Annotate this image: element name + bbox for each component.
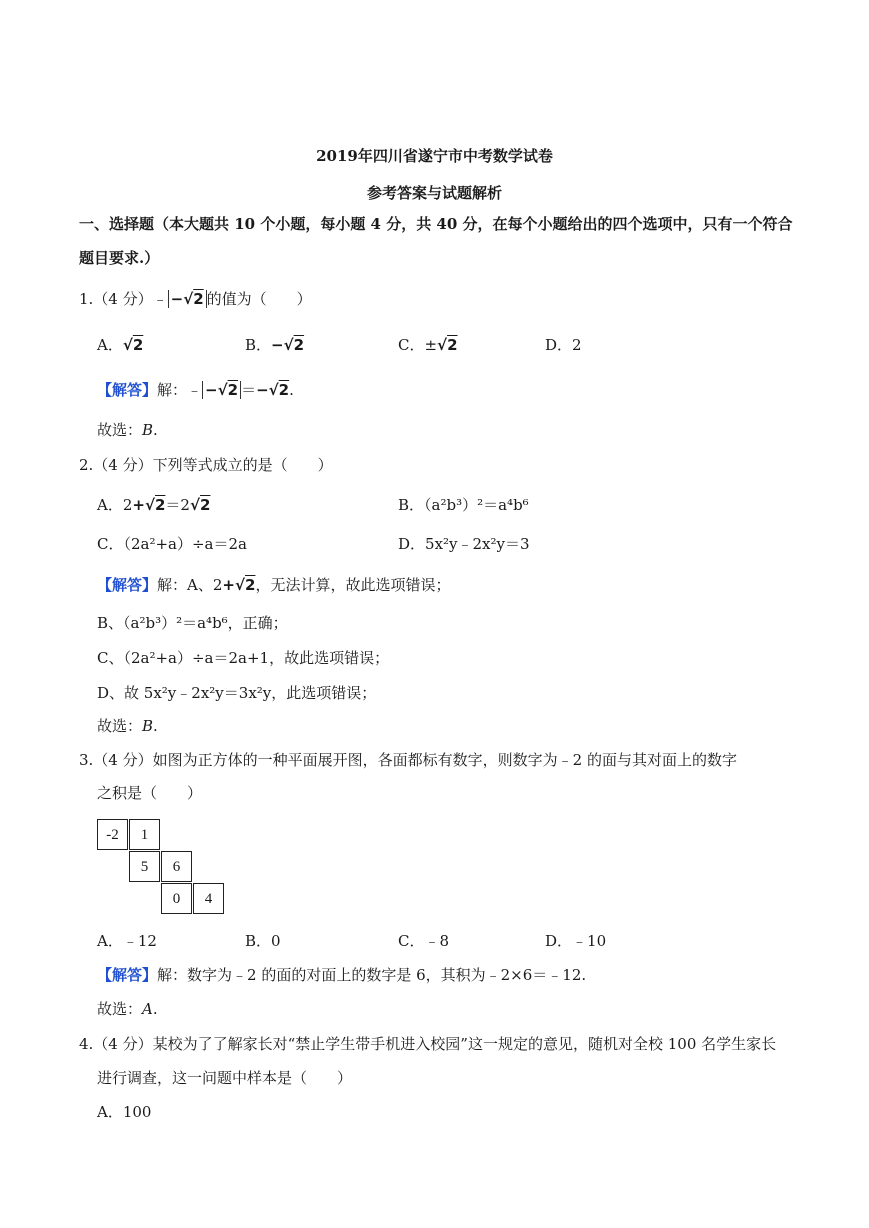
answer-3: 【解答】解：数字为﹣2 的面的对面上的数字是 6，其积为﹣2×6＝﹣12.	[97, 966, 587, 984]
answer-2-c: C、（2a²+a）÷a＝2a+1，故此选项错误；	[97, 649, 390, 667]
answer-2: 【解答】解：A、2+√2，无法计算，故此选项错误；	[97, 576, 451, 594]
option-a: A．2+√2＝2√2	[97, 496, 211, 514]
question-4: 4.（4 分）某校为了了解家长对“禁止学生带手机进入校园”这一规定的意见，随机对全校 100 名学生家长	[79, 1035, 777, 1053]
answer-tag: 【解答】	[97, 576, 158, 594]
question-number: 3.（4 分）	[79, 751, 153, 769]
question-number: 1.（4 分）	[79, 290, 153, 308]
option-b: B．−√2	[245, 336, 305, 354]
answer-2-d: D、故 5x²y﹣2x²y＝3x²y，此选项错误；	[97, 684, 377, 702]
option-a: A．√2	[97, 336, 144, 354]
net-cell: 6	[161, 851, 192, 882]
option-d: D．﹣10	[545, 932, 607, 950]
answer-1: 【解答】解：﹣ −√2 ＝−√2.	[97, 381, 294, 399]
option-b: B．（a²b³）²＝a⁴b⁶	[398, 496, 529, 514]
answer-2-b: B、（a²b³）²＝a⁴b⁶，正确；	[97, 614, 288, 632]
choice-2: 故选：B.	[97, 717, 158, 735]
option-d: D．2	[545, 336, 582, 354]
question-1: 1.（4 分）﹣ −√2 的值为（ ）	[79, 290, 312, 308]
question-number: 4.（4 分）	[79, 1035, 153, 1053]
question-4-line2: 进行调查，这一问题中样本是（ ）	[97, 1069, 353, 1087]
net-cell: 5	[129, 851, 160, 882]
answer-tag: 【解答】	[97, 381, 158, 399]
question-3-line2: 之积是（ ）	[97, 784, 203, 802]
net-cell: 0	[161, 883, 192, 914]
absolute-value: −√2	[168, 290, 207, 308]
option-a: A．100	[97, 1103, 152, 1121]
question-3: 3.（4 分）如图为正方体的一种平面展开图，各面都标有数字，则数字为﹣2 的面与其对面上的数字	[79, 751, 737, 769]
choice-3: 故选：A.	[97, 1000, 158, 1018]
option-c: C．±√2	[398, 336, 458, 354]
page-subtitle: 参考答案与试题解析	[366, 184, 502, 202]
choice-1: 故选：B.	[97, 421, 158, 439]
option-c: C．﹣8	[398, 932, 450, 950]
answer-tag: 【解答】	[97, 966, 158, 984]
net-cell: 1	[129, 819, 160, 850]
section-heading-line1: 一、选择题（本大题共 10 个小题，每小题 4 分，共 40 分，在每个小题给出的四个选项中，只有一个符合	[79, 215, 793, 233]
option-d: D．5x²y﹣2x²y＝3	[398, 535, 530, 553]
page-title: 2019年四川省遂宁市中考数学试卷	[316, 147, 553, 165]
cube-net-figure	[97, 819, 227, 914]
section-heading-line2: 题目要求.）	[79, 249, 160, 267]
net-cell: -2	[97, 819, 128, 850]
question-number: 2.（4 分）	[79, 456, 153, 474]
option-c: C．（2a²+a）÷a＝2a	[97, 535, 247, 553]
option-a: A．﹣12	[97, 932, 157, 950]
option-b: B．0	[245, 932, 281, 950]
question-2: 2.（4 分）下列等式成立的是（ ）	[79, 456, 333, 474]
net-cell: 4	[193, 883, 224, 914]
